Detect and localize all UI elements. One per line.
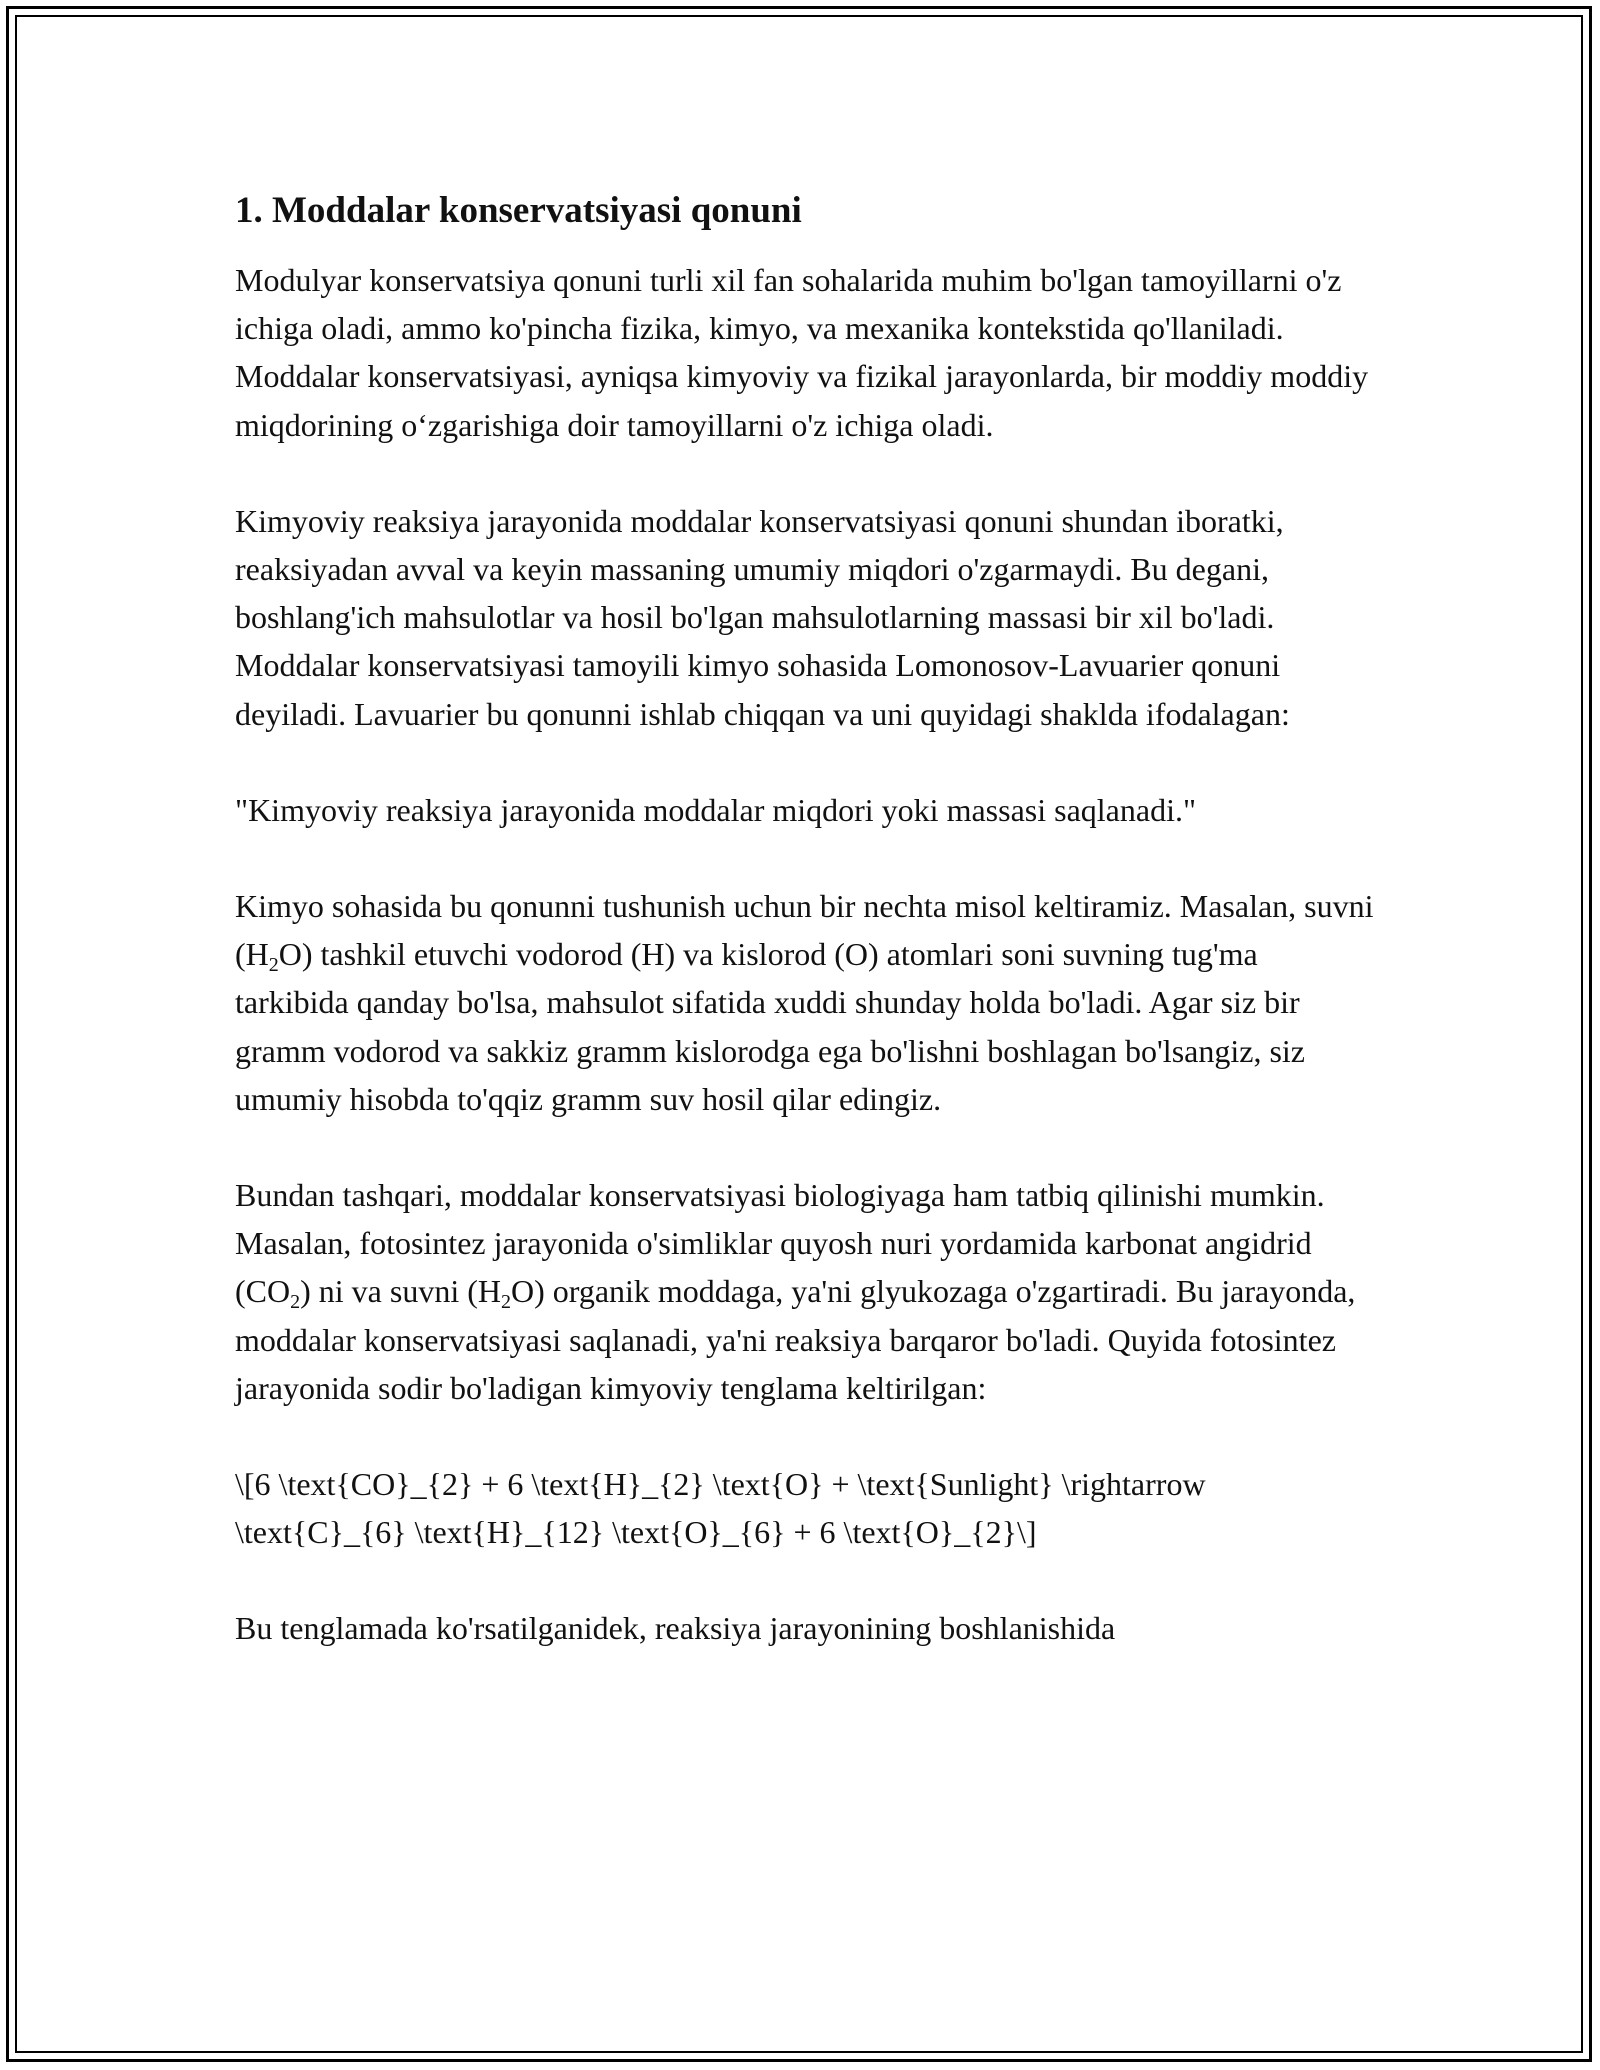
section-heading: 1. Moddalar konservatsiyasi qonuni xyxy=(235,190,802,231)
text-segment: ) ni va suvni (H xyxy=(300,1273,501,1310)
equation-latex: \[6 \text{CO}_{2} + 6 \text{H}_{2} \text{O} + \text{Sunlight} \rightarrow \text{C}_{6} \text{H}_{12} \text{O}_{6} + 6 \text{O}_{2}\] xyxy=(235,1466,1206,1551)
paragraph-quote: "Kimyoviy reaksiya jarayonida moddalar miqdori yoki massasi saqlanadi." xyxy=(235,791,1197,828)
subscript: 2 xyxy=(268,954,279,977)
paragraph-intro: Modulyar konservatsiya qonuni turli xil fan sohalarida muhim bo'lgan tamoyillarni o'z ichiga oladi, ammo ko'pincha fizika, kimyo, va mexanika kontekstida qo'llaniladi. Moddalar konservatsiyasi, ayniqsa kimyoviy va fizikal jarayonlarda, bir moddiy moddiy miqdorining o‘zgarishiga doir tamoyillarni o'z ichiga oladi. xyxy=(235,262,1369,443)
paragraph-chemical-reaction: Kimyoviy reaksiya jarayonida moddalar konservatsiyasi qonuni shundan iboratki, reaksiyadan avval va keyin massaning umumiy miqdori o'zgarmaydi. Bu degani, boshlang'ich mahsulotlar va hosil bo'lgan mahsulotlarning massasi bir xil bo'ladi. Moddalar konservatsiyasi tamoyili kimyo sohasida Lomonosov-Lavuarier qonuni deyiladi. Lavuarier bu qonunni ishlab chiqqan va uni quyidagi shaklda ifodalagan: xyxy=(235,502,1290,732)
subscript: 2 xyxy=(500,1291,511,1314)
paragraph-photosynthesis xyxy=(235,1171,1375,1412)
text-segment: O) tashkil etuvchi vodorod (H) va kislorod (O) atomlari soni suvning tug'ma tarkibida qanday bo'lsa, mahsulot sifatida xuddi shunday holda bo'ladi. Agar siz bir gramm vodorod va sakkiz gramm kislorodga ega bo'lishni boshlagan bo'lsangiz, siz umumiy hisobda to'qqiz gramm suv hosil qilar edingiz. xyxy=(235,936,1305,1117)
subscript: 2 xyxy=(290,1291,301,1314)
text-segment: Bundan tashqari, moddalar konservatsiyasi biologiyaga ham tatbiq qilinishi mumkin. Masalan, fotosintez jarayonida o'simliklar quyosh nuri yordamida karbonat angidrid (CO xyxy=(235,1177,1325,1310)
text-segment: Kimyo sohasida bu qonunni tushunish uchun bir nechta misol keltiramiz. Masalan, suvni (H xyxy=(235,888,1374,973)
text-segment: O) organik moddaga, ya'ni glyukozaga o'zgartiradi. Bu jarayonda, moddalar konservatsiyasi saqlanadi, ya'ni reaksiya barqaror bo'ladi. Quyida fotosintez jarayonida sodir bo'ladigan kimyoviy tenglama keltirilgan: xyxy=(235,1273,1356,1406)
paragraph-water-example xyxy=(235,882,1375,1123)
paragraph-closing: Bu tenglamada ko'rsatilganidek, reaksiya jarayonining boshlanishida xyxy=(235,1610,1116,1647)
document-body xyxy=(235,186,1375,1701)
